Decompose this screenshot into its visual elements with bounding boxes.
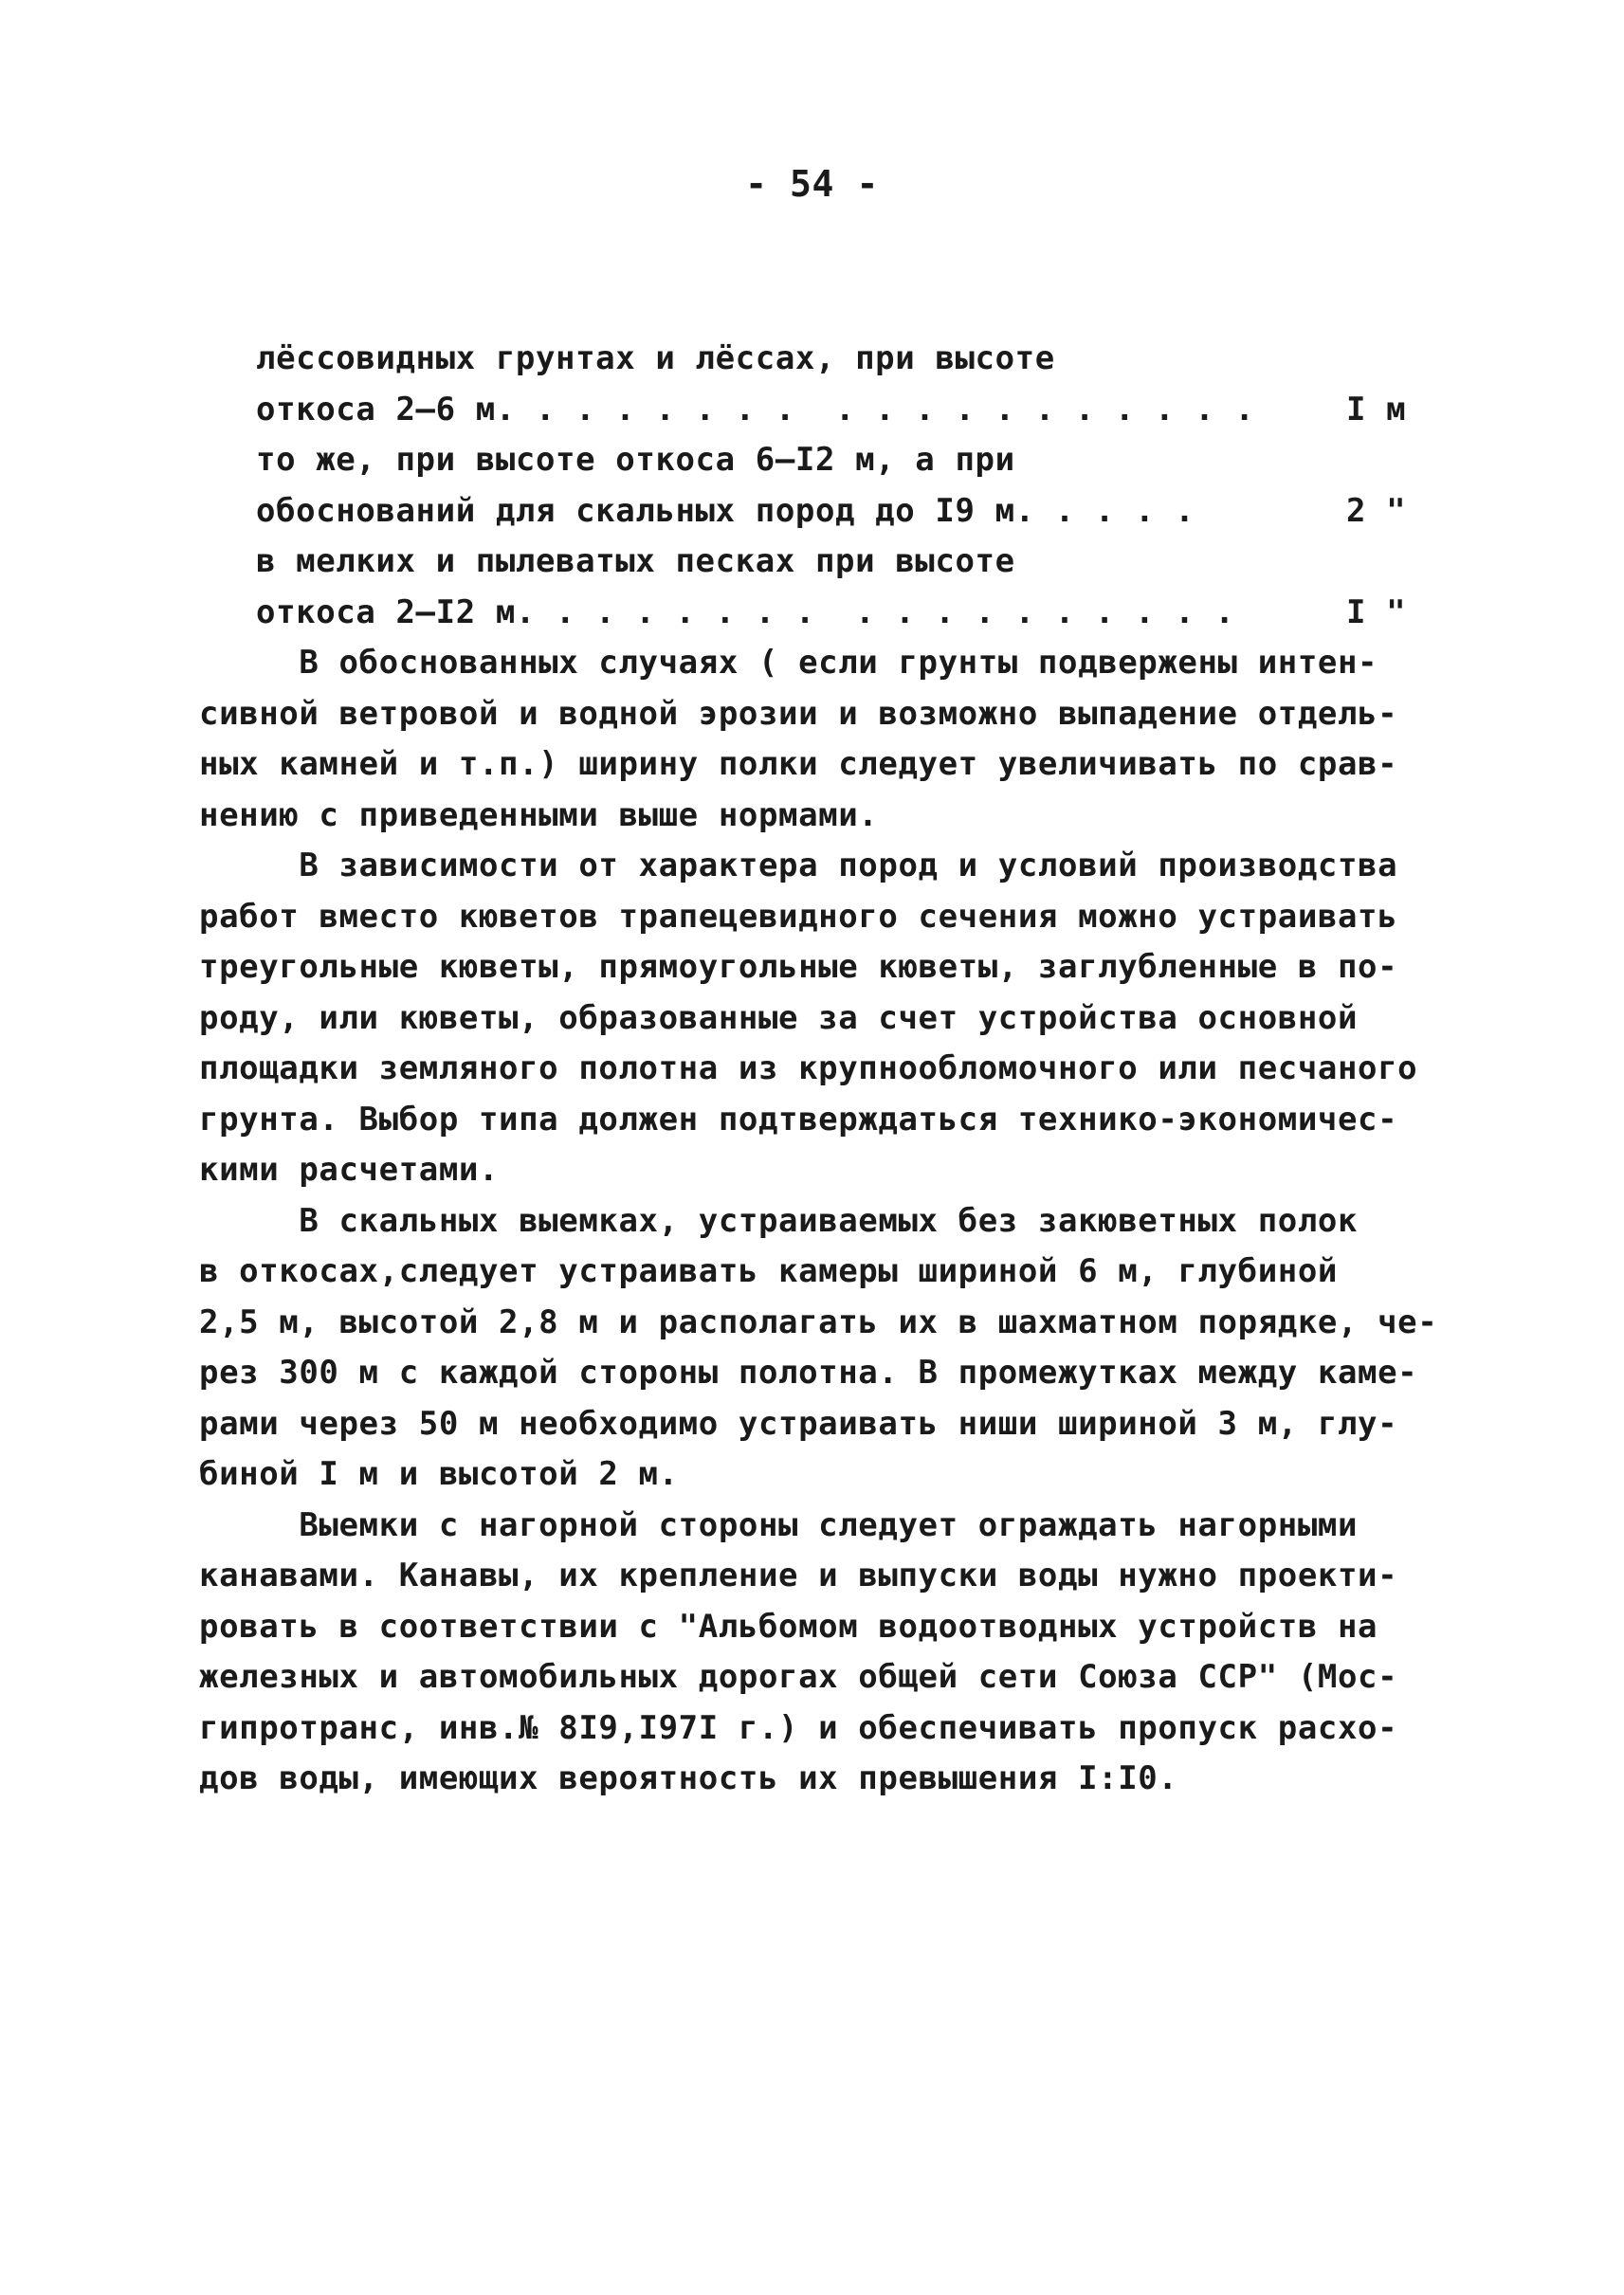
page-number: - 54 - xyxy=(745,163,879,205)
norm-line: в мелких и пылеватых песках при высоте xyxy=(256,542,1015,580)
norm-value: 2 " xyxy=(1346,491,1407,530)
paragraph-line: В скальных выемках, устраиваемых без закюветных полок xyxy=(199,1201,1359,1240)
paragraph-rock-cuts xyxy=(199,1196,1469,1501)
norm-line: откоса 2–I2 м. . . . . . . . . . . . . . . . . . xyxy=(256,592,1235,631)
norm-item xyxy=(256,334,1469,435)
paragraph-line: треугольные кюветы, прямоугольные кюветы, заглубленные в по- xyxy=(199,948,1398,986)
paragraph-ditch-types xyxy=(199,841,1469,1196)
paragraph-line: грунта. Выбор типа должен подтверждаться технико-экономичес- xyxy=(199,1100,1398,1138)
paragraph-line: канавами. Канавы, их крепление и выпуски воды нужно проекти- xyxy=(199,1557,1398,1594)
norm-value: I " xyxy=(1346,592,1407,631)
paragraph-upland-ditches xyxy=(199,1501,1469,1805)
norm-dot-row xyxy=(256,588,1469,639)
paragraph-line: Выемки с нагорной стороны следует ограждать нагорными xyxy=(199,1505,1359,1544)
paragraph-line: дов воды, имеющих вероятность их превышения I:I0. xyxy=(199,1759,1178,1797)
paragraph-line: площадки земляного полотна из крупнообломочного или песчаного xyxy=(199,1049,1418,1087)
paragraph-line: работ вместо кюветов трапецевидного сечения можно устраивать xyxy=(199,897,1398,936)
body-text xyxy=(199,334,1469,1805)
paragraph-line: сивной ветровой и водной эрозии и возможно выпадение отдель- xyxy=(199,694,1398,733)
norm-dot-row xyxy=(256,385,1469,436)
paragraph-line: железных и автомобильных дорогах общей сети Союза ССР" (Мос- xyxy=(199,1658,1398,1696)
paragraph-line: 2,5 м, высотой 2,8 м и располагать их в шахматном порядке, че- xyxy=(199,1302,1438,1341)
paragraph-line: биной I м и высотой 2 м. xyxy=(199,1455,679,1493)
norm-line: лёссовидных грунтах и лёссах, при высоте xyxy=(256,339,1055,377)
norm-item xyxy=(256,435,1469,537)
paragraph-line: роду, или кюветы, образованные за счет устройства основной xyxy=(199,998,1359,1037)
paragraph-line: рами через 50 м необходимо устраивать ниши шириной 3 м, глу- xyxy=(199,1404,1398,1443)
norm-value: I м xyxy=(1346,390,1407,428)
paragraph-line: в откосах,следует устраивать камеры шириной 6 м, глубиной xyxy=(199,1252,1338,1290)
paragraph-line: кими расчетами. xyxy=(199,1151,500,1189)
norm-line: откоса 2–6 м. . . . . . . . . . . . . . . . . . . xyxy=(256,390,1255,428)
norm-line: то же, при высоте откоса 6–I2 м, а при xyxy=(256,441,1015,479)
norms-list xyxy=(256,334,1469,638)
norm-line: обоснований для скальных пород до I9 м. . . . . xyxy=(256,491,1195,530)
paragraph-line: В обоснованных случаях ( если грунты подвержены интен- xyxy=(199,644,1378,682)
paragraph-widening xyxy=(199,638,1469,841)
norm-item xyxy=(256,537,1469,638)
paragraph-line: ных камней и т.п.) ширину полки следует увеличивать по срав- xyxy=(199,745,1398,783)
paragraph-line: ровать в соответствии с "Альбомом водоотводных устройств на xyxy=(199,1607,1378,1646)
paragraph-line: нению с приведенными выше нормами. xyxy=(199,795,879,834)
paragraph-line: В зависимости от характера пород и условий производства xyxy=(199,847,1398,884)
paragraph-line: гипротранс, инв.№ 8I9,I97I г.) и обеспечивать пропуск расхо- xyxy=(199,1708,1398,1747)
paragraph-line: рез 300 м с каждой стороны полотна. В промежутках между каме- xyxy=(199,1354,1418,1392)
norm-dot-row xyxy=(256,486,1469,537)
